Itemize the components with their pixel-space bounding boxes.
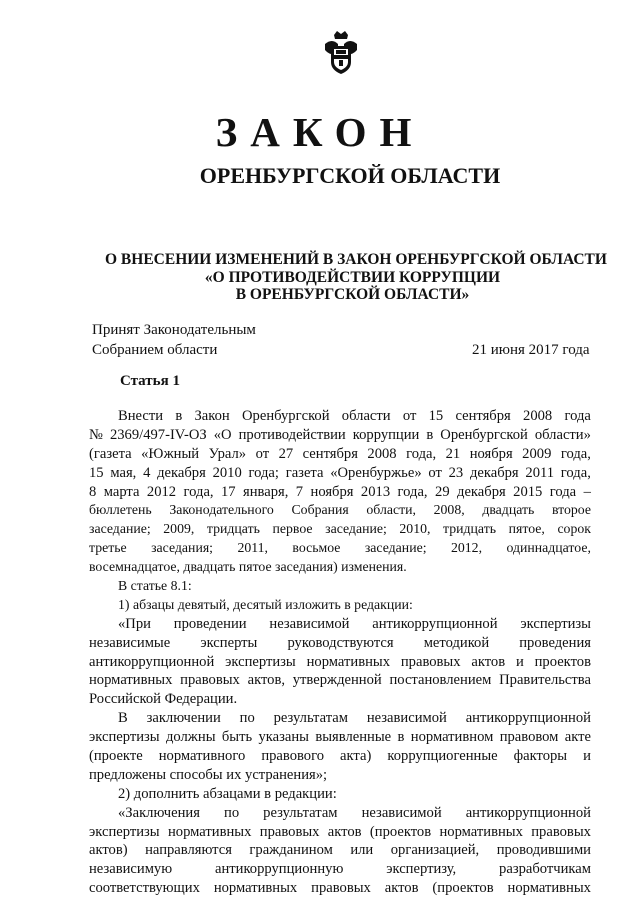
body-line: (проекте нормативного правового акта) коррупциогенные факторы и (89, 748, 591, 765)
body-line: 2) дополнить абзацами в редакции: (118, 785, 337, 802)
body-line: экспертизы нормативных правовых актов (проектов нормативных правовых (89, 823, 591, 840)
body-line: 1) абзацы девятый, десятый изложить в редакции: (118, 596, 413, 612)
adopted-line: Принят Законодательным (92, 322, 256, 338)
article-title: Статья 1 (120, 373, 180, 389)
body-line: соответствующих нормативных правовых актов (проектов нормативных (89, 880, 591, 897)
adopted-line: Собранием области (92, 342, 218, 358)
body-line: Российской Федерации. (89, 691, 238, 708)
body-line: экспертизы должны быть указаны выявленные в нормативном правовом акте (89, 729, 591, 746)
body-line: нормативных правовых актов, утвержденной постановлением Правительства (89, 672, 591, 689)
body-line: заседание; 2009, тридцать первое заседание; 2010, тридцать пятое, сорок (89, 521, 591, 537)
body-line: Внести в Закон Оренбургской области от 15 сентября 2008 года (118, 408, 591, 424)
body-line: независимые эксперты руководствуются методикой проведения (89, 634, 591, 651)
adoption-date: 21 июня 2017 года (472, 342, 590, 358)
coat-of-arms-icon (322, 30, 360, 76)
heading-line: «О ПРОТИВОДЕЙСТВИИ КОРРУПЦИИ (204, 268, 501, 286)
body-line: третье заседания; 2011, восьмое заседание; 2012, одиннадцатое, (89, 540, 591, 556)
body-line: (газета «Южный Урал» от 27 сентября 2008 года, 21 ноября 2009 года, (89, 445, 591, 462)
law-heading (105, 251, 607, 304)
heading-line: В ОРЕНБУРГСКОЙ ОБЛАСТИ» (235, 286, 470, 303)
body-line: восемнадцатое, двадцать пятое заседания) изменения. (89, 559, 407, 575)
article-body (89, 407, 591, 898)
region-title: ОРЕНБУРГСКОЙ ОБЛАСТИ (199, 163, 501, 188)
body-line: 15 мая, 4 декабря 2010 года; газета «Оренбуржье» от 23 декабря 2011 года, (89, 464, 591, 481)
body-line: независимую антикоррупционную экспертизу, разработчикам (89, 861, 591, 878)
body-line: 8 марта 2012 года, 17 января, 7 ноября 2013 года, 29 декабря 2015 года – (89, 483, 591, 500)
body-line: «Заключения по результатам независимой антикоррупционной (118, 804, 591, 821)
body-line: антикоррупционной экспертизы нормативных правовых актов и проектов (89, 653, 591, 670)
body-line: актов) направляются гражданином или организацией, проводившими (89, 842, 591, 859)
body-line: В заключении по результатам независимой антикоррупционной (118, 710, 591, 727)
body-line: бюллетень Законодательного Собрания области, 2008, двадцать второе (89, 502, 591, 518)
body-line: предложены способы их устранения»; (89, 766, 328, 783)
law-title: ЗАКОН (215, 109, 425, 155)
adopted-by (92, 320, 256, 360)
body-line: № 2369/497-IV-ОЗ «О противодействии коррупции в Оренбургской области» (89, 426, 591, 443)
body-line: «При проведении независимой антикоррупционной экспертизы (118, 615, 591, 632)
body-line: В статье 8.1: (118, 578, 192, 594)
heading-line: О ВНЕСЕНИИ ИЗМЕНЕНИЙ В ЗАКОН ОРЕНБУРГСКОЙ ОБЛАСТИ (105, 251, 607, 268)
